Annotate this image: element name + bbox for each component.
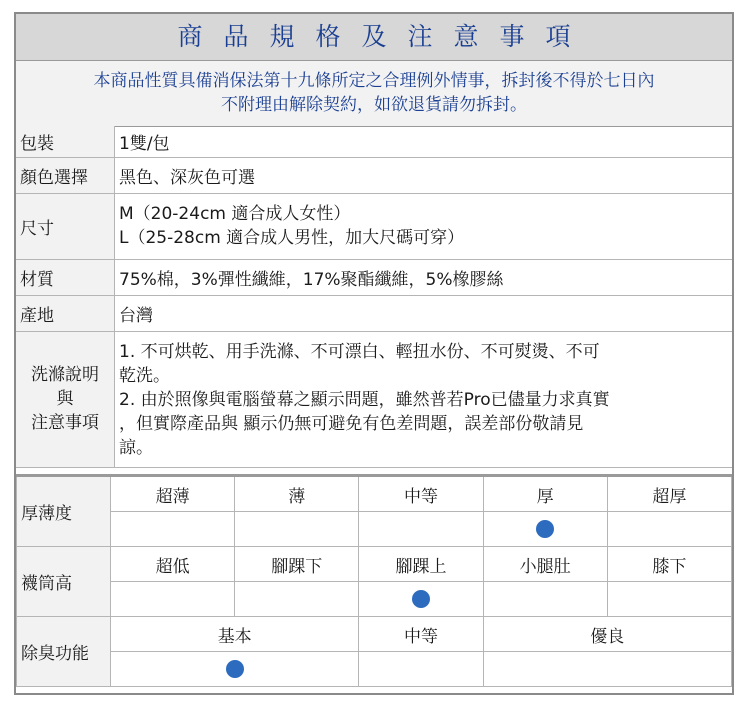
wash-line-4: ，但實際產品與 顯示仍無可避免有色差問題，誤差部份敬請見 (119, 414, 584, 434)
thickness-indicator-row (17, 512, 732, 547)
height-cell (111, 582, 235, 617)
value-package: 1雙/包 (115, 126, 733, 157)
thickness-cell (607, 512, 731, 547)
spec-row-color (16, 157, 732, 193)
thickness-header-row (17, 476, 732, 512)
value-origin: 台灣 (115, 295, 733, 331)
height-option: 小腿肚 (483, 547, 607, 582)
value-color: 黑色、深灰色可選 (115, 157, 733, 193)
height-header-row (17, 547, 732, 582)
size-line-2: L（25-28cm 適合成人男性，加大尺碼可穿） (119, 228, 465, 248)
wash-label-line-3: 注意事項 (31, 413, 99, 433)
thickness-option: 厚 (483, 476, 607, 512)
thickness-option: 超厚 (607, 476, 731, 512)
label-size: 尺寸 (16, 193, 115, 259)
thickness-cell (483, 512, 607, 547)
thickness-cell (359, 512, 483, 547)
spec-table (16, 126, 732, 468)
thickness-cell (235, 512, 359, 547)
label-thickness: 厚薄度 (17, 476, 111, 547)
label-package: 包裝 (16, 126, 115, 157)
value-size (115, 193, 733, 259)
deodor-cell (111, 652, 359, 687)
height-cell (483, 582, 607, 617)
thickness-cell (111, 512, 235, 547)
spec-row-size (16, 193, 732, 259)
spec-row-wash (16, 331, 732, 467)
spec-frame (14, 12, 734, 695)
label-origin: 產地 (16, 295, 115, 331)
notice-line-1: 本商品性質具備消保法第十九條所定之合理例外情事，拆封後不得於七日內 (93, 71, 655, 91)
label-height: 襪筒高 (17, 547, 111, 617)
wash-line-1: 1. 不可烘乾、用手洗滌、不可漂白、輕扭水份、不可熨燙、不可 (119, 342, 600, 362)
wash-line-3: 2. 由於照像與電腦螢幕之顯示問題，雖然普若Pro已儘量力求真實 (119, 390, 610, 410)
selected-dot-icon (536, 520, 554, 538)
size-line-1: M（20-24cm 適合成人女性） (119, 204, 351, 224)
thickness-option: 超薄 (111, 476, 235, 512)
value-wash (115, 331, 733, 467)
spec-row-origin (16, 295, 732, 331)
label-color: 顏色選擇 (16, 157, 115, 193)
deodor-header-row (17, 617, 732, 652)
wash-line-2: 乾洗。 (119, 366, 170, 386)
grade-table (16, 474, 732, 687)
thickness-option: 薄 (235, 476, 359, 512)
deodor-cell (359, 652, 483, 687)
selected-dot-icon (412, 590, 430, 608)
spec-row-package (16, 126, 732, 157)
height-option: 腳踝下 (235, 547, 359, 582)
height-option: 超低 (111, 547, 235, 582)
label-wash (16, 331, 115, 467)
wash-label-line-1: 洗滌說明 (31, 365, 99, 385)
height-cell (359, 582, 483, 617)
spec-row-material (16, 259, 732, 295)
height-indicator-row (17, 582, 732, 617)
wash-line-5: 諒。 (119, 438, 153, 458)
thickness-option: 中等 (359, 476, 483, 512)
label-deodor: 除臭功能 (17, 617, 111, 687)
wash-label-line-2: 與 (56, 389, 74, 409)
page-title: 商品規格及注意事項 (16, 14, 732, 61)
notice-line-2: 不附理由解除契約，如欲退貨請勿拆封。 (221, 95, 527, 115)
value-material: 75%棉，3%彈性纖維，17%聚酯纖維，5%橡膠絲 (115, 259, 733, 295)
deodor-cell (483, 652, 731, 687)
label-material: 材質 (16, 259, 115, 295)
deodor-indicator-row (17, 652, 732, 687)
return-notice (16, 61, 732, 127)
height-cell (607, 582, 731, 617)
deodor-option: 優良 (483, 617, 731, 652)
deodor-option: 中等 (359, 617, 483, 652)
height-option: 腳踝上 (359, 547, 483, 582)
height-option: 膝下 (607, 547, 731, 582)
selected-dot-icon (226, 660, 244, 678)
deodor-option: 基本 (111, 617, 359, 652)
height-cell (235, 582, 359, 617)
